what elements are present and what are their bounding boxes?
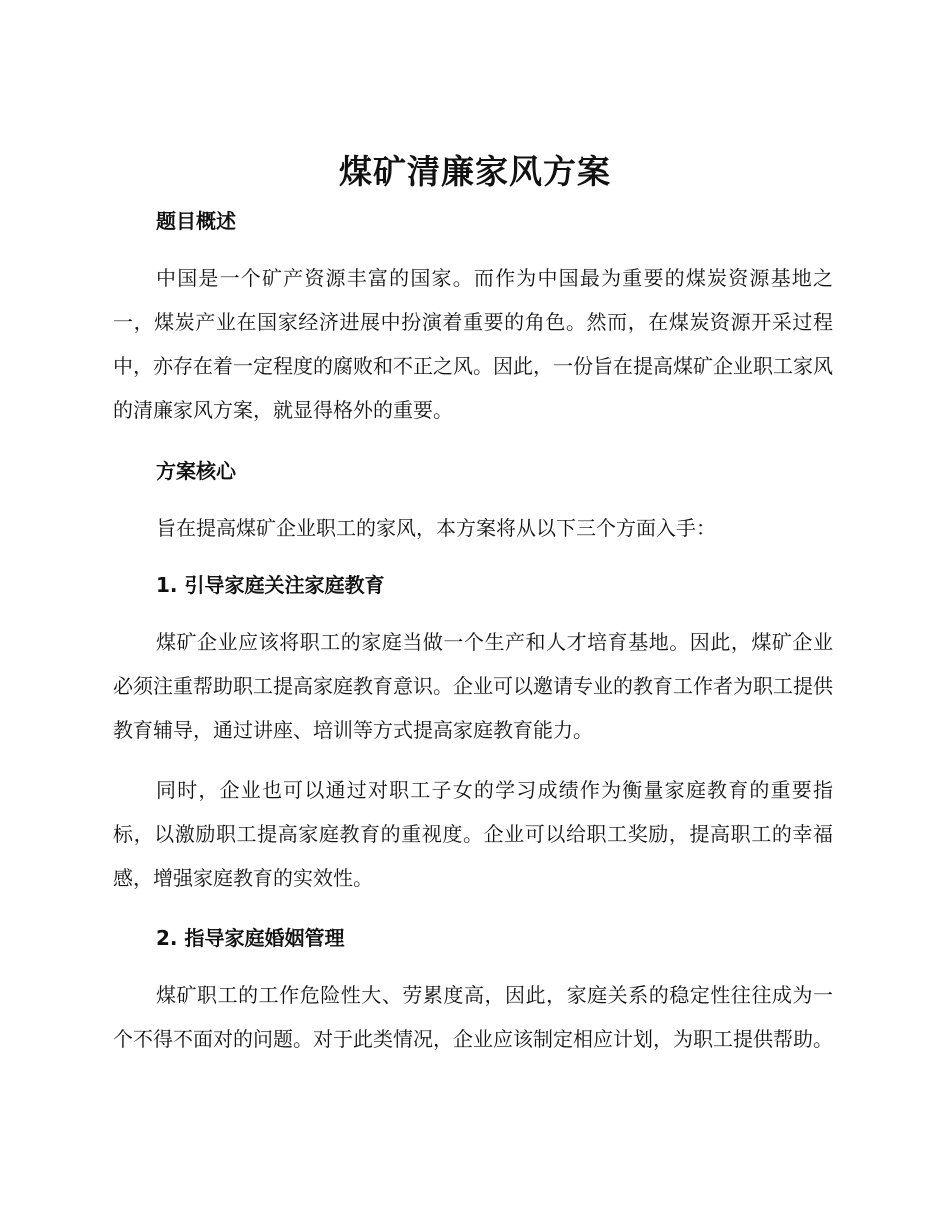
heading-core: 方案核心 (156, 459, 236, 483)
heading-section-1: 1. 引导家庭关注家庭教育 (156, 573, 385, 597)
paragraph-overview: 中国是一个矿产资源丰富的国家。而作为中国最为重要的煤炭资源基地之一，煤炭产业在国家经济进展中扮演着重要的角色。然而，在煤炭资源开采过程中，亦存在着一定程度的腐败和不正之风。因此，一份旨在提高煤矿企业职工家风的清廉家风方案，就显得格外的重要。 (113, 266, 833, 422)
paragraph-section-1-b: 同时，企业也可以通过对职工子女的学习成绩作为衡量家庭教育的重要指标，以激励职工提高家庭教育的重视度。企业可以给职工奖励，提高职工的幸福感，增强家庭教育的实效性。 (113, 778, 833, 890)
paragraph-section-1-a: 煤矿企业应该将职工的家庭当做一个生产和人才培育基地。因此，煤矿企业必须注重帮助职工提高家庭教育意识。企业可以邀请专业的教育工作者为职工提供教育辅导，通过讲座、培训等方式提高家庭教育能力。 (113, 630, 833, 742)
document-title: 煤矿清廉家风方案 (339, 152, 611, 191)
heading-section-2: 2. 指导家庭婚姻管理 (156, 926, 345, 950)
paragraph-core: 旨在提高煤矿企业职工的家风，本方案将从以下三个方面入手： (156, 516, 716, 540)
heading-overview: 题目概述 (156, 209, 236, 233)
paragraph-section-2-a: 煤矿职工的工作危险性大、劳累度高，因此，家庭关系的稳定性往往成为一个不得不面对的问题。对于此类情况，企业应该制定相应计划，为职工提供帮助。 (113, 983, 833, 1051)
